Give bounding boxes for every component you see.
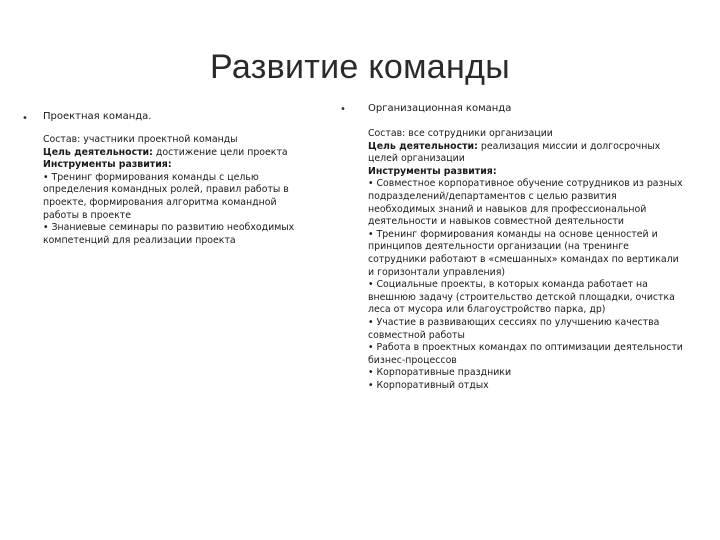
left-goal-text: достижение цели проекта (152, 146, 288, 158)
left-column-heading: Проектная команда. (43, 111, 152, 122)
right-composition-label: Состав: (368, 128, 406, 139)
slide-title: Развитие команды (210, 48, 510, 86)
left-composition (43, 134, 311, 147)
left-goal (43, 147, 311, 160)
left-goal-label: Цель деятельности: (43, 146, 153, 158)
left-composition-text: участники проектной команды (80, 134, 238, 145)
right-tool-item: • Участие в развивающих сессиях по улучшению качества совместной работы (368, 316, 660, 341)
right-tool-item: • Совместное корпоративное обучение сотрудников из разных подразделений/департаментов с целью развития необходимых знаний и навыков для профессиональной деятельности и навыков совместной деятельности (368, 178, 683, 228)
right-composition (368, 128, 686, 141)
right-tool-item: • Социальные проекты, в которых команда работает на внешнюю задачу (строительство детской площадки, очистка леса от мусора или благоустройство парка, др) (368, 279, 675, 316)
right-tool-item: • Работа в проектных командах по оптимизации деятельности бизнес-процессов (368, 342, 683, 366)
left-tools (43, 159, 311, 172)
bullet-right: • (340, 104, 346, 115)
right-tool-item: • Корпоративные праздники (368, 367, 512, 379)
bullet-left: • (22, 113, 28, 124)
right-goal-label: Цель деятельности: (368, 140, 478, 152)
left-composition-label: Состав: (43, 134, 81, 145)
right-goal-text: реализация миссии и долгосрочных целей организации (368, 140, 661, 165)
left-tool-item: • Тренинг формирования команды с целью определения командных ролей, правил работы в проекте, формирования алгоритма командной работы в проекте (43, 171, 289, 221)
right-goal (368, 141, 686, 166)
right-column-body (368, 128, 686, 392)
left-column-body (43, 134, 311, 247)
right-tool-item: • Тренинг формирования команды на основе ценностей и принципов деятельности организации (на тренинге сотрудники работают в «смешанных» командах по вертикали и горизонтали управления) (368, 228, 679, 278)
right-tools (368, 166, 686, 179)
left-tool-item: • Знаниевые семинары по развитию необходимых компетенций для реализации проекта (43, 222, 295, 246)
left-tools-label: Инструменты развития: (43, 159, 172, 171)
right-composition-text: все сотрудники организации (405, 128, 553, 139)
right-tool-item: • Корпоративный отдых (368, 379, 489, 391)
right-tools-label: Инструменты развития: (368, 165, 497, 177)
right-column-heading: Организационная команда (368, 103, 512, 114)
